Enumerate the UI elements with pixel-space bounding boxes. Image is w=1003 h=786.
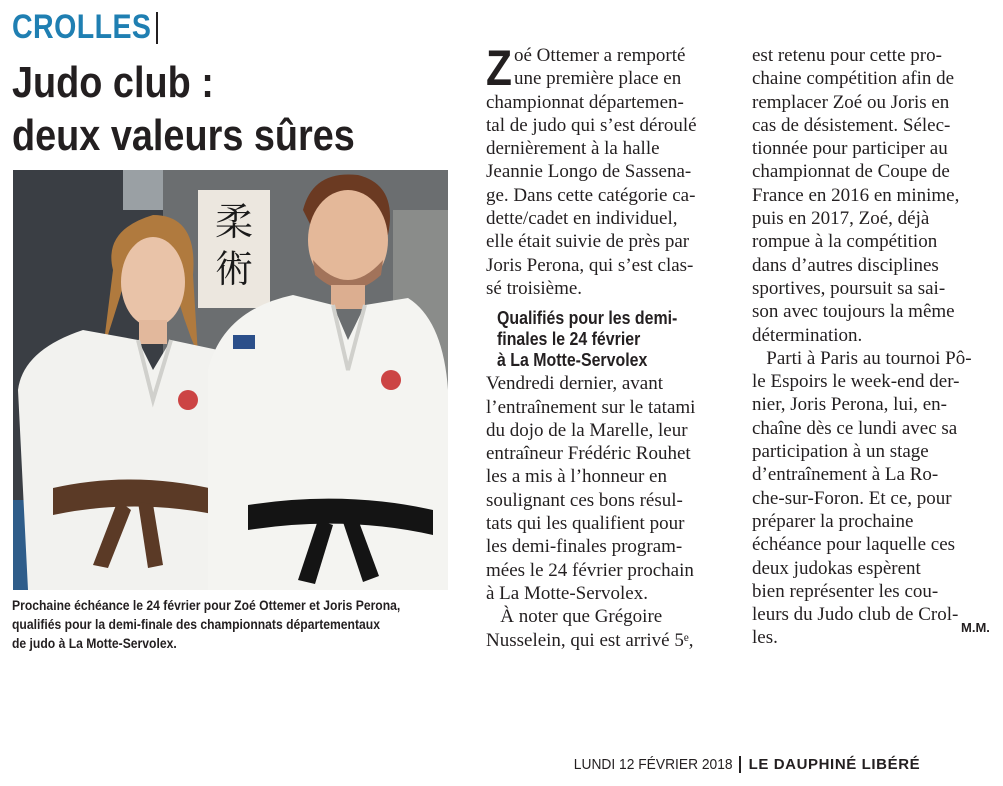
text-line: Jeannie Longo de Sassena- xyxy=(486,161,692,183)
newspaper-name: LE DAUPHINÉ LIBÉRÉ xyxy=(748,756,921,773)
subhead-line: à La Motte-Servolex xyxy=(497,349,648,370)
text-line: cas de désistement. Sélec- xyxy=(752,114,951,136)
text-line: rompue à la compétition xyxy=(752,231,938,253)
footer-date: LUNDI 12 FÉVRIER 2018 xyxy=(573,756,733,773)
text-line: son avec toujours la même xyxy=(752,301,955,323)
text-line: ge. Dans cette catégorie ca- xyxy=(486,184,696,206)
text-line: soulignant ces bons résul- xyxy=(486,489,683,511)
text-line: les demi-finales program- xyxy=(486,536,683,558)
headline-line: Judo club : xyxy=(12,58,214,107)
caption-line: qualifiés pour la demi-finale des championnats départementaux xyxy=(12,617,380,632)
subhead-line: Qualifiés pour les demi- xyxy=(497,307,678,328)
text-line: Parti à Paris au tournoi Pô- xyxy=(752,347,972,369)
drop-cap: Z xyxy=(486,40,512,96)
text-line: dette/cadet en individuel, xyxy=(486,208,678,230)
calligraphy-char: 術 xyxy=(214,247,254,291)
text-line: à La Motte-Servolex. xyxy=(486,582,648,604)
text-line: dernièrement à la halle xyxy=(486,138,660,160)
text-line: championnat de Coupe de xyxy=(752,161,950,183)
article-column-2 xyxy=(752,44,992,650)
footer-divider xyxy=(739,756,741,773)
text-line: entraîneur Frédéric Rouhet xyxy=(486,443,691,465)
text-line: tionnée pour participer au xyxy=(752,138,948,160)
text-line: préparer la prochaine xyxy=(752,510,914,532)
text-line: chaine compétition afin de xyxy=(752,68,955,90)
section-divider xyxy=(156,12,158,44)
text-line: puis en 2017, Zoé, déjà xyxy=(752,208,930,230)
article-headline xyxy=(12,56,355,162)
text-line: d’entraînement à La Ro- xyxy=(752,464,939,486)
text-line: tats qui les qualifient pour xyxy=(486,513,685,535)
text-line: détermination. xyxy=(752,324,863,346)
text-line: chaîne dès ce lundi avec sa xyxy=(752,417,958,439)
text-line: oé Ottemer a remporté xyxy=(514,45,686,66)
article-subhead xyxy=(497,307,707,370)
text-line: Nusselein, qui est arrivé 5ᵉ, xyxy=(486,629,694,651)
subhead-line: finales le 24 février xyxy=(497,328,641,349)
text-line: le Espoirs le week-end der- xyxy=(752,371,960,393)
text-line: À noter que Grégoire xyxy=(486,606,663,628)
text-line: mées le 24 février prochain xyxy=(486,559,694,581)
text-line: sé troisième. xyxy=(486,277,583,299)
text-line: une première place en xyxy=(514,68,682,90)
text-line: elle était suivie de près par xyxy=(486,231,690,253)
text-line: sportives, poursuit sa sai- xyxy=(752,277,946,299)
text-line: bien représenter les cou- xyxy=(752,580,939,602)
text-line: Vendredi dernier, avant xyxy=(486,373,664,395)
text-line: est retenu pour cette pro- xyxy=(752,45,942,66)
caption-line: Prochaine échéance le 24 février pour Zoé Ottemer et Joris Perona, xyxy=(12,598,401,613)
caption-line: de judo à La Motte-Servolex. xyxy=(12,636,177,651)
text-line: che-sur-Foron. Et ce, pour xyxy=(752,487,952,509)
text-line: Joris Perona, qui s’est clas- xyxy=(486,254,694,276)
text-line: remplacer Zoé ou Joris en xyxy=(752,91,950,113)
text-line: championnat départemen- xyxy=(486,91,684,113)
text-line: les. xyxy=(752,627,778,649)
photo-caption xyxy=(12,596,452,653)
page-footer xyxy=(560,756,920,773)
author-initials: M.M. xyxy=(961,620,990,635)
text-line: leurs du Judo club de Crol- xyxy=(752,604,959,626)
text-line: participation à un stage xyxy=(752,441,929,463)
text-line: France en 2016 en minime, xyxy=(752,184,960,206)
headline-line: deux valeurs sûres xyxy=(12,111,355,160)
text-line: les a mis à l’honneur en xyxy=(486,466,667,488)
text-line: du dojo de la Marelle, leur xyxy=(486,419,688,441)
face xyxy=(121,237,185,327)
article-photo xyxy=(13,170,448,590)
text-line: dans d’autres disciplines xyxy=(752,254,939,276)
text-line: l’entraînement sur le tatami xyxy=(486,396,696,418)
section-label: CROLLES xyxy=(12,8,152,46)
text-line: nier, Joris Perona, lui, en- xyxy=(752,394,948,416)
calligraphy-char: 柔 xyxy=(214,200,254,244)
text-line: échéance pour laquelle ces xyxy=(752,534,956,556)
text-line: deux judokas espèrent xyxy=(752,557,921,579)
text-line: tal de judo qui s’est déroulé xyxy=(486,114,697,136)
